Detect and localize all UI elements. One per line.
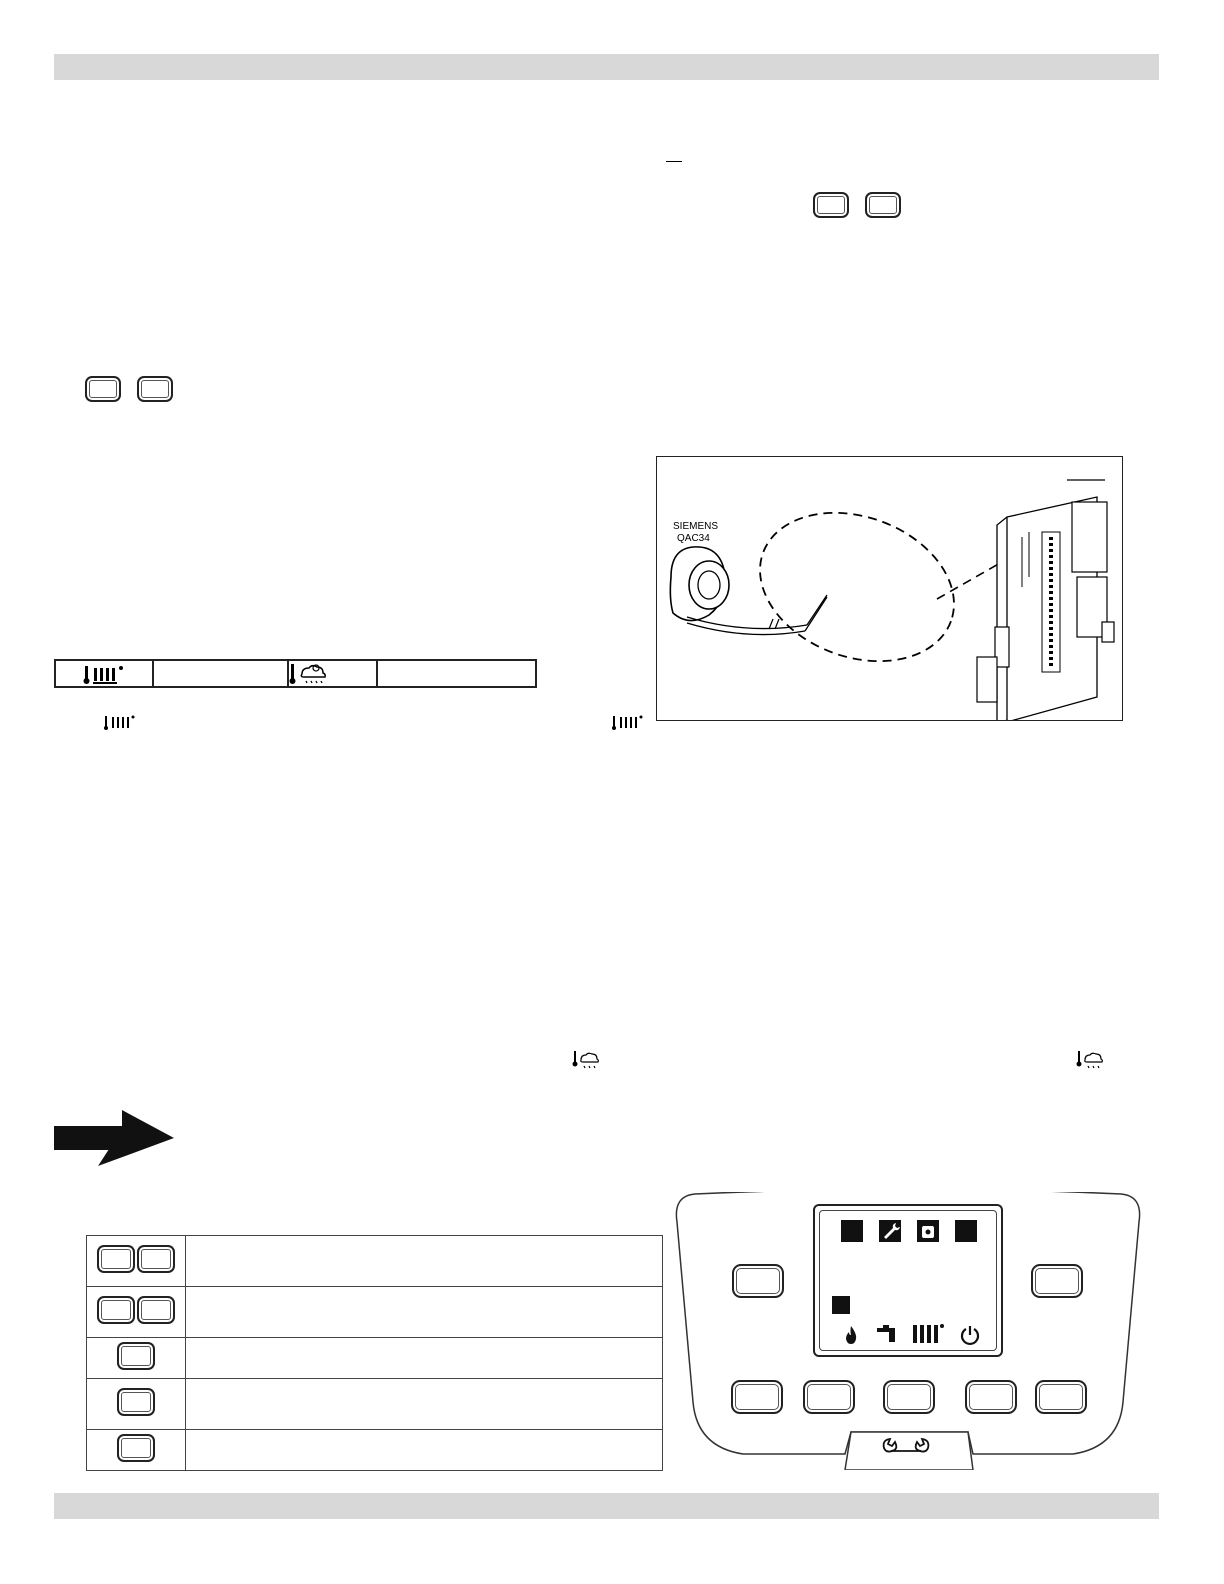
mode-button[interactable] bbox=[883, 1380, 935, 1414]
sensor-icon bbox=[670, 547, 827, 635]
sensor-wiring-diagram bbox=[656, 456, 1123, 721]
heat-minus-button[interactable] bbox=[965, 1380, 1017, 1414]
table-row bbox=[87, 1236, 663, 1287]
power-reset-button[interactable] bbox=[1031, 1264, 1083, 1298]
arrow-right-icon bbox=[54, 1110, 176, 1168]
terminal-illustration bbox=[657, 457, 1122, 720]
dhw-plus-button[interactable] bbox=[803, 1380, 855, 1414]
footer-band bbox=[54, 1493, 1159, 1519]
circuit-board-icon bbox=[977, 497, 1114, 720]
power-icon bbox=[959, 1324, 981, 1346]
sensor-label-line1: SIEMENS bbox=[673, 521, 719, 532]
outdoor-weather-icon bbox=[288, 662, 332, 686]
heating-curve-chart-celsius bbox=[90, 730, 610, 1050]
header-band bbox=[54, 54, 1159, 80]
tank-status-icon bbox=[917, 1220, 939, 1242]
radiator-icon bbox=[911, 1322, 945, 1346]
heat-plus-key-button bbox=[97, 1296, 135, 1324]
heat-plus-button-inline-2[interactable] bbox=[137, 376, 173, 402]
power-key-button bbox=[117, 1434, 155, 1462]
tap-icon bbox=[875, 1324, 899, 1346]
symbol-table bbox=[54, 659, 537, 688]
heat-minus-button-inline-2[interactable] bbox=[85, 376, 121, 402]
info-button[interactable] bbox=[732, 1264, 784, 1298]
dhw-minus-button[interactable] bbox=[731, 1380, 783, 1414]
wrench-status-icon bbox=[879, 1220, 901, 1242]
heat-minus-key-button bbox=[137, 1296, 175, 1324]
dash-mark bbox=[666, 161, 682, 162]
lcd-display bbox=[813, 1204, 1003, 1357]
flame-off-icon bbox=[841, 1220, 863, 1242]
buttons-key-table bbox=[86, 1235, 663, 1471]
heat-plus-button-inline[interactable] bbox=[865, 192, 901, 218]
service-wrench-icon[interactable] bbox=[878, 1436, 940, 1458]
heat-minus-button-inline[interactable] bbox=[813, 192, 849, 218]
dhw-plus-key-button bbox=[97, 1245, 135, 1273]
table-row bbox=[87, 1287, 663, 1338]
chart2-outdoor-icon bbox=[1076, 1050, 1106, 1070]
reset-status-icon bbox=[955, 1220, 977, 1242]
table-row bbox=[87, 1430, 663, 1471]
info-key-button bbox=[117, 1342, 155, 1370]
heat-plus-button[interactable] bbox=[1035, 1380, 1087, 1414]
dhw-minus-key-button bbox=[137, 1245, 175, 1273]
display-letter-e bbox=[832, 1296, 850, 1314]
table-row bbox=[87, 1379, 663, 1430]
mode-key-button bbox=[117, 1388, 155, 1416]
chart1-outdoor-icon bbox=[572, 1050, 602, 1070]
heating-curve-chart-fahrenheit bbox=[598, 730, 1118, 1050]
sensor-label-line2: QAC34 bbox=[677, 533, 710, 544]
flame-icon bbox=[843, 1324, 859, 1346]
heating-thermometer-icon bbox=[82, 664, 130, 686]
boiler-control-panel bbox=[673, 1192, 1143, 1470]
table-row bbox=[87, 1338, 663, 1379]
